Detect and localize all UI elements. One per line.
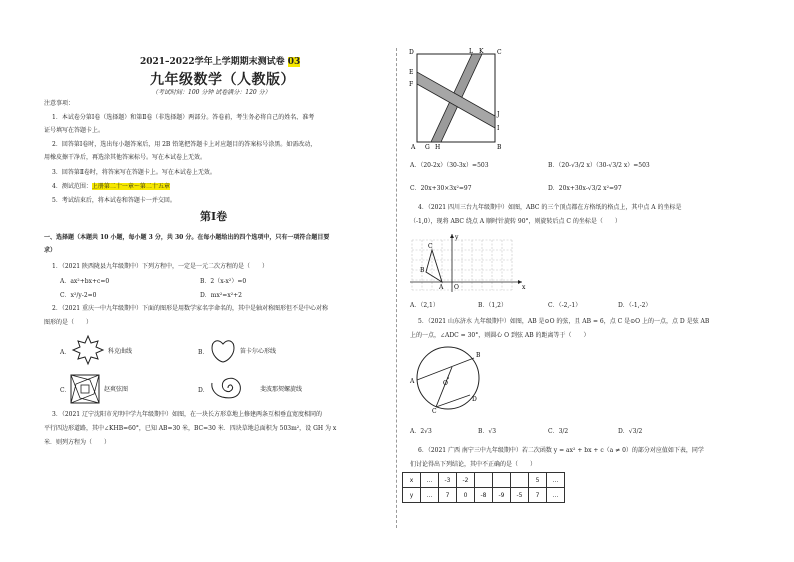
note-2a: 2．回答第Ⅰ卷时，选出每小题答案后，用 2B 铅笔把答题卡上对应题目的答案标号涂黑。如需改动， <box>52 141 317 148</box>
q2-a-name: 科克曲线 <box>108 348 133 355</box>
q4-grid-figure <box>408 232 528 294</box>
fig3-label-f: F <box>409 81 414 88</box>
table-cell: … <box>421 473 439 488</box>
table-cell: -8 <box>475 488 493 503</box>
q5-option-d[interactable]: D．√3/2 <box>618 428 643 435</box>
q4-label-c: C <box>428 243 433 250</box>
notes-title: 注意事项： <box>44 100 75 107</box>
q5-option-c[interactable]: C．3/2 <box>548 428 569 435</box>
q3-line-3: 米．则列方程为（ ） <box>44 439 111 446</box>
q5-label-o: O <box>443 380 448 387</box>
note-4: 4．测试范围：上册第二十一章～第二十五章 <box>52 183 170 190</box>
q3-option-b[interactable]: B．（20-√3/2 x）（30-√3/2 x）=503 <box>548 162 650 169</box>
table-cell <box>511 473 529 488</box>
q5-circle-figure <box>408 342 486 414</box>
table-cell: y <box>403 488 421 503</box>
q5-option-b[interactable]: B．√3 <box>478 428 497 435</box>
q4-label-a: A <box>439 284 444 291</box>
q2-d-name: 斐波那契螺旋线 <box>260 386 303 393</box>
q3-rectangle-roads-figure <box>405 46 505 150</box>
q5-line-2: 上的一点，∠ADC = 30°，则圆心 O 到弦 AB 的距离等于（ ） <box>410 332 590 339</box>
table-row <box>403 488 565 503</box>
fig3-label-c: C <box>497 49 502 56</box>
q5-option-a[interactable]: A．2√3 <box>410 428 432 435</box>
q4-option-b[interactable]: B．（1,2） <box>478 302 507 309</box>
q4-option-c[interactable]: C．（-2,-1） <box>548 302 582 309</box>
table-cell: 7 <box>439 488 457 503</box>
q5-label-b: B <box>476 352 481 359</box>
section1-line1: 一、选择题（本题共 10 小题，每小题 3 分，共 30 分。在每小题给出的四个选项中，只有一项符合题目要 <box>44 234 330 241</box>
fig3-label-j: J <box>497 111 500 118</box>
q5-label-d: D <box>472 396 477 403</box>
column-divider <box>396 48 397 528</box>
q2-option-d[interactable]: D． <box>198 387 209 394</box>
fig3-label-a: A <box>411 144 416 150</box>
note-1b: 证号填写在答题卡上。 <box>44 127 105 134</box>
table-cell <box>493 473 511 488</box>
part1-title: 第Ⅰ卷 <box>200 210 228 223</box>
subject-title: 九年级数学（人教版） <box>150 72 295 88</box>
fig3-label-h: H <box>435 144 441 150</box>
q6-value-table <box>402 472 565 503</box>
note-3: 3．回答第Ⅱ卷时，将答案写在答题卡上。写在本试卷上无效。 <box>52 169 216 176</box>
q4-line-2: （-1,0），现将 ABC 绕点 A 顺时针旋转 90°，则旋转后点 C 的坐标是（ ） <box>410 218 621 225</box>
q4-label-b: B <box>420 267 425 274</box>
table-row <box>403 473 565 488</box>
q6-line-2: 们讨论得出下列结论，其中不正确的是（ ） <box>410 461 537 468</box>
table-cell: … <box>547 473 565 488</box>
q2-c-name: 赵爽弦图 <box>104 386 129 393</box>
section1-line2: 求） <box>44 247 57 254</box>
q5-line-1: 5．（2021 山东济水 九年级期中）如图，AB 是⊙O 的弦，且 AB = 6，点 C 是⊙O 上的一点，点 D 是弦 AB <box>418 318 710 325</box>
q6-line-1: 6．（2021 广西 南宁三中九年级期中）若二次函数 y = ax² + bx + c（a ≠ 0）的部分对应值如下表，同学 <box>418 447 704 454</box>
note-5: 5．考试结束后，将本试卷和答题卡一并交回。 <box>52 197 176 204</box>
exam-title: 2021–2022学年上学期期末测试卷 03 <box>140 57 301 67</box>
q2-option-b[interactable]: B． <box>198 349 209 356</box>
q1-option-a[interactable]: A．ax²+bx+c=0 <box>60 278 110 285</box>
q2-option-a[interactable]: A． <box>60 349 71 356</box>
q4-option-a[interactable]: A．（2,1） <box>410 302 439 309</box>
koch-curve-figure <box>70 334 106 366</box>
q1-option-d[interactable]: D．mx²=x²+2 <box>200 292 242 299</box>
q4-label-x: x <box>522 284 526 291</box>
table-cell: … <box>547 488 565 503</box>
q1-option-b[interactable]: B．2（x-x²）=0 <box>200 278 247 285</box>
fig3-label-g: G <box>425 144 430 150</box>
fibonacci-spiral-figure <box>208 372 258 400</box>
q1-stem: 1．（2021 陕西陇县九年级期中）下列方程中，一定是一元二次方程的是（ ） <box>52 263 268 270</box>
test-range: 上册第二十一章～第二十五章 <box>91 183 170 190</box>
note-1a: 1．本试卷分第Ⅰ卷（选择题）和第Ⅱ卷（非选择题）两部分。答卷前，考生务必将自己的姓名、准考 <box>52 114 315 121</box>
cardioid-figure <box>210 338 236 364</box>
fig3-label-b: B <box>497 144 502 150</box>
fig3-label-e: E <box>409 69 414 76</box>
q3-option-d[interactable]: D．20x+30x-√3/2 x²=97 <box>548 185 622 192</box>
q3-option-c[interactable]: C．20x+30×3x²=97 <box>410 185 472 192</box>
table-cell: -3 <box>439 473 457 488</box>
table-cell: x <box>403 473 421 488</box>
zhao-shuang-diagram-figure <box>70 374 100 404</box>
q3-option-a[interactable]: A．（20-2x）（30-3x）=503 <box>410 162 489 169</box>
q2-stem-1: 2．（2021 重庆一中九年级期中）下面的图形是用数学家名字命名的，其中是轴对称图形但不是中心对称 <box>52 305 328 312</box>
table-cell: 5 <box>529 473 547 488</box>
note-2b: 用橡皮擦干净后，再选涂其他答案标号。写在本试卷上无效。 <box>44 154 207 161</box>
fig3-label-i: I <box>497 125 500 132</box>
q3-line-1: 3．（2021 辽宁沈阳市光明中学九年级期中）如图，在一块长方形草地上修建两条互相垂直宽度相同的 <box>52 411 322 418</box>
exam-meta: （考试时间：100 分钟 试卷满分：120 分） <box>152 89 271 96</box>
fig3-label-d: D <box>409 49 414 56</box>
fig3-label-l: L <box>469 48 473 55</box>
q4-option-d[interactable]: D．（-1,-2） <box>618 302 652 309</box>
table-cell <box>475 473 493 488</box>
q1-option-c[interactable]: C．x²/y-2=0 <box>60 292 97 299</box>
fig3-label-k: K <box>479 48 484 55</box>
q2-b-name: 笛卡尔心形线 <box>240 348 277 355</box>
table-cell: 7 <box>529 488 547 503</box>
q5-label-a: A <box>410 378 415 385</box>
table-cell: -9 <box>493 488 511 503</box>
q2-option-c[interactable]: C． <box>60 387 71 394</box>
table-cell: -2 <box>457 473 475 488</box>
table-cell: 0 <box>457 488 475 503</box>
q4-label-y: y <box>455 234 459 241</box>
q4-label-o: O <box>454 284 459 291</box>
q5-label-c: C <box>432 408 437 414</box>
table-cell: … <box>421 488 439 503</box>
table-cell: -5 <box>511 488 529 503</box>
q4-line-1: 4．（2021 四川三台九年级期中）如图，ABC 的三个顶点都在方格纸的格点上，其中点 A 的坐标是 <box>418 204 682 211</box>
q3-line-2: 平行四边形道路，其中∠KHB=60°，已知 AB=30 米，BC=30 米．四块草地总面积为 503m²，设 GH 为 x <box>44 425 337 432</box>
q2-stem-2: 图形的是（ ） <box>44 319 93 326</box>
